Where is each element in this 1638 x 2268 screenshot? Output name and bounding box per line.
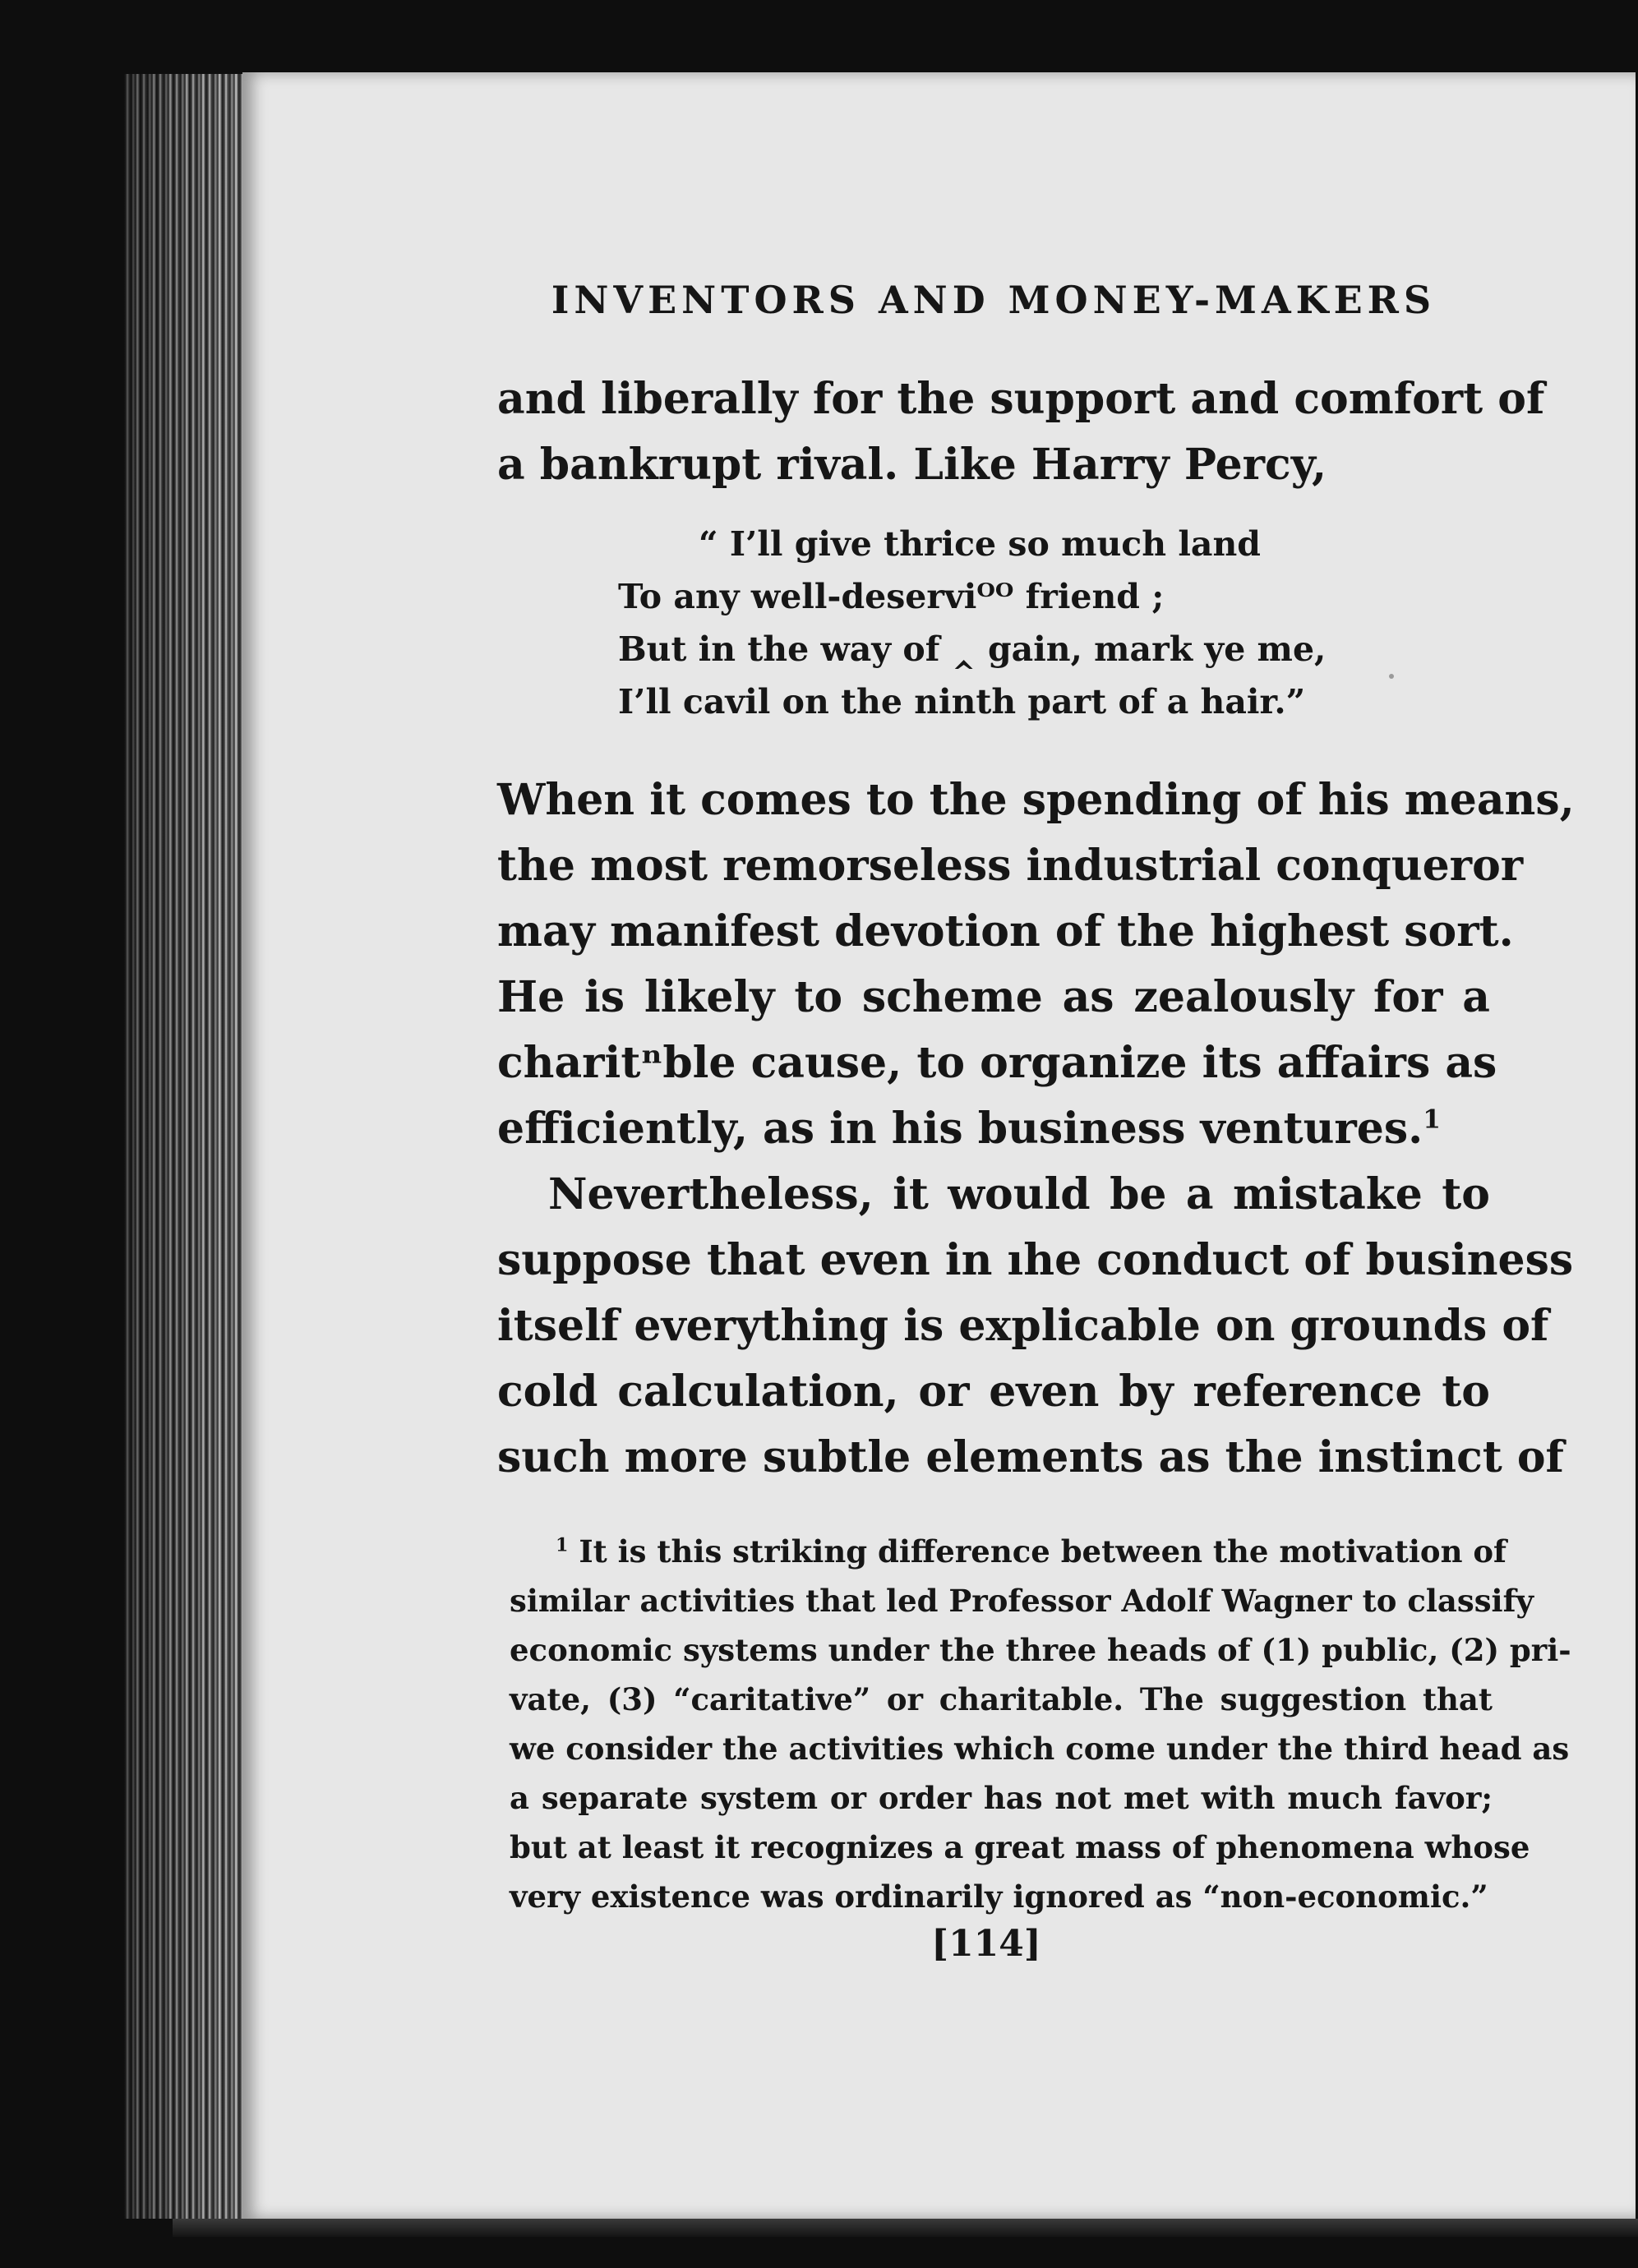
footnote-line: very existence was ordinarily ignored as “non-economic.”: [510, 1878, 1488, 1915]
footnote-line: we consider the activities which come under the third head as: [510, 1731, 1570, 1767]
footnote-line: vate, (3) “caritative” or charitable. The suggestion that: [510, 1681, 1493, 1717]
text-line: may manifest devotion of the highest sort.: [497, 906, 1514, 957]
footnote-line: a separate system or order has not met with much favor;: [510, 1780, 1493, 1816]
text-line: the most remorseless industrial conqueror: [497, 841, 1524, 891]
paragraph-1: [497, 366, 1545, 498]
text-line: charitⁿble cause, to organize its affairs as: [497, 1038, 1497, 1088]
footnote-text: It is this striking difference between the motivation of: [579, 1533, 1506, 1570]
text-line: efficiently, as in his business ventures.: [497, 1104, 1423, 1154]
verse-line: To any well-deserviᴼᴼ friend ;: [618, 577, 1165, 616]
text-line: such more subtle elements as the instinct of: [497, 1432, 1564, 1482]
footnote-line: similar activities that led Professor Adolf Wagner to classify: [510, 1583, 1534, 1619]
text-line: itself everything is explicable on grounds of: [497, 1301, 1549, 1351]
text-line: cold calculation, or even by reference to: [497, 1367, 1490, 1417]
paragraph-2-and-3: [497, 768, 1575, 1491]
text-line: He is likely to scheme as zealously for a: [497, 972, 1490, 1022]
verse-line: But in the way of ‸ gain, mark ye me,: [618, 629, 1327, 669]
verse-line: “ I’ll give thrice so much land: [699, 524, 1261, 564]
scan-speck: [1389, 674, 1394, 679]
page-number: [114]: [931, 1923, 1041, 1965]
text-line-with-note: [497, 1096, 1490, 1162]
footnote-line-1: [510, 1527, 1506, 1576]
running-head: INVENTORS AND MONEY-MAKERS: [551, 278, 1437, 322]
text-line: Nevertheless, it would be a mistake to: [548, 1169, 1490, 1219]
footnote-marker: 1: [556, 1534, 569, 1556]
verse-quotation: [618, 518, 1326, 728]
footnote-reference: 1: [1423, 1104, 1441, 1135]
text-line: and liberally for the support and comfort of: [497, 374, 1545, 424]
footnote: [510, 1527, 1571, 1921]
text-line: When it comes to the spending of his means,: [497, 775, 1575, 825]
footnote-line: economic systems under the three heads of (1) public, (2) pri-: [510, 1632, 1571, 1668]
book-bottom-edge: [173, 2219, 1638, 2237]
book-edge-shadow: [123, 74, 247, 2219]
text-line: a bankrupt rival. Like Harry Percy,: [497, 440, 1327, 490]
text-line: suppose that even in ıhe conduct of business: [497, 1235, 1574, 1285]
verse-line: I’ll cavil on the ninth part of a hair.”: [618, 682, 1306, 721]
footnote-line: but at least it recognizes a great mass of phenomena whose: [510, 1829, 1530, 1865]
